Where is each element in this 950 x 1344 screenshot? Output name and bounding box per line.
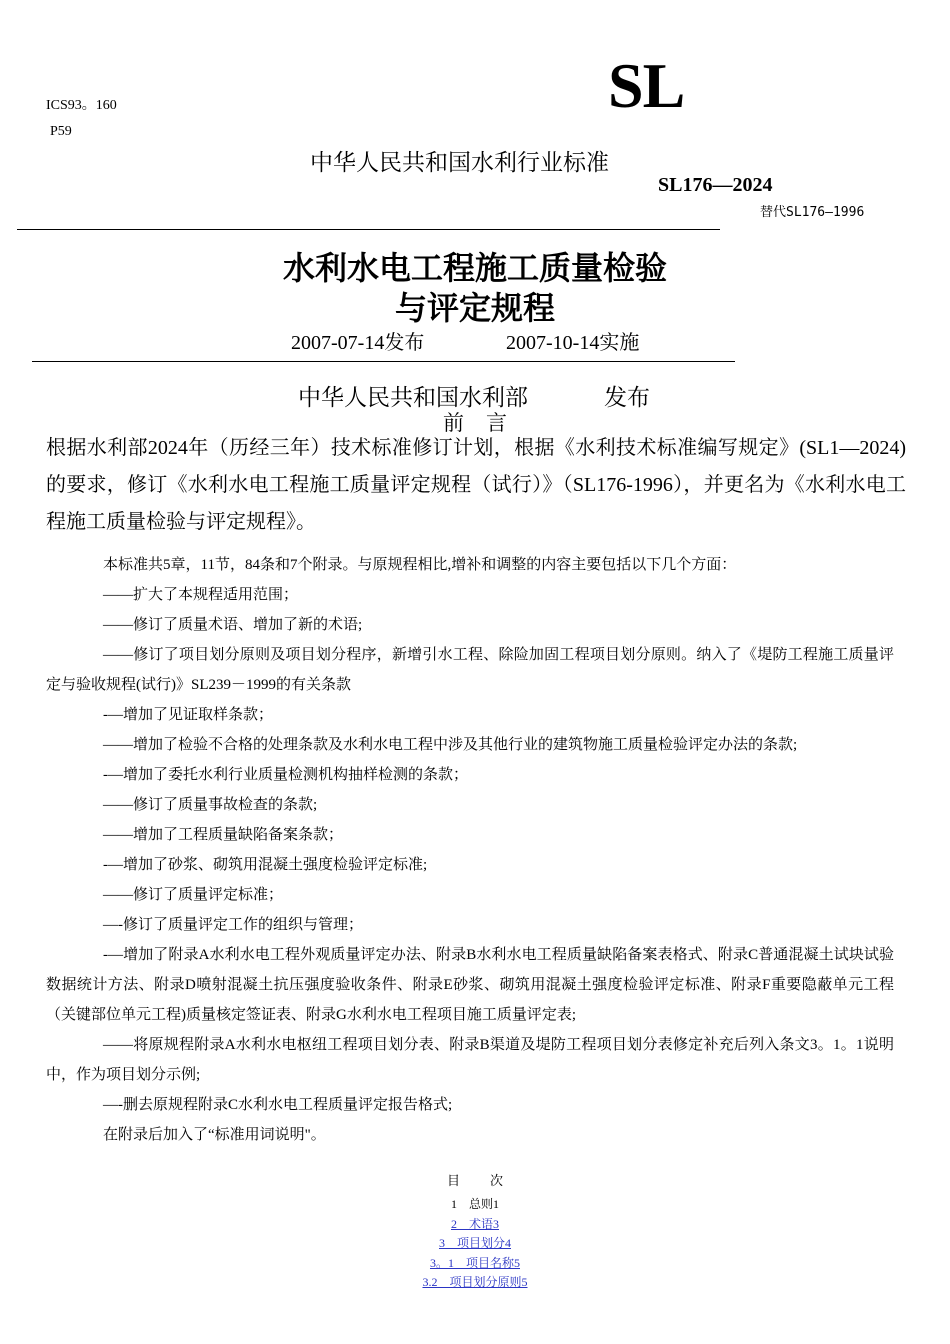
foreword-paragraph: ——扩大了本规程适用范围； bbox=[103, 587, 299, 603]
foreword-paragraph: ——修订了质量术语、增加了新的术语; bbox=[103, 617, 363, 633]
ccs-code: P59 bbox=[50, 124, 72, 139]
standard-number: SL176—2024 bbox=[658, 174, 773, 196]
foreword-body bbox=[46, 550, 894, 1150]
document-title-line1: 水利水电工程施工质量检验 bbox=[282, 249, 667, 287]
foreword-paragraph: -—增加了见证取样条款； bbox=[103, 707, 273, 723]
document-title-line2: 与评定规程 bbox=[394, 289, 555, 327]
foreword-paragraph: -—增加了砂浆、砌筑用混凝土强度检验评定标准; bbox=[103, 857, 428, 873]
foreword-paragraph: -—增加了附录A水利水电工程外观质量评定办法、附录B水利水电工程质量缺陷备案表格式、附录C普通混凝土试块试验数据统计方法、附录D喷射混凝土抗压强度验收条件、附录E砂浆、砌筑用混凝土强度检验评定标准、附录F重要隐蔽单元工程（关键部位单元工程)质量核定签证表、附录G水利水电工程项目施工质量评定表; bbox=[46, 947, 894, 1023]
foreword-paragraph: ——修订了质量评定标准； bbox=[103, 887, 284, 903]
foreword-paragraph: 在附录后加入了“标准用词说明"。 bbox=[103, 1127, 326, 1143]
foreword-heading: 前言 bbox=[443, 411, 529, 435]
foreword-paragraph: —-删去原规程附录C水利水电工程质量评定报告格式; bbox=[103, 1097, 453, 1113]
foreword-lead-paragraph: 根据水利部2024年（历经三年）技术标准修订计划，根据《水利技术标准编写规定》(SL1—2024)的要求，修订《水利水电工程施工质量评定规程（试行）》（SL176-1996），并更名为《水利水电工程施工质量检验与评定规程》。 bbox=[46, 437, 906, 533]
date-divider bbox=[32, 361, 735, 362]
top-divider bbox=[17, 229, 720, 230]
foreword-paragraph: ——将原规程附录A水利水电枢纽工程项目划分表、附录B渠道及堤防工程项目划分表修定补充后列入条文3。1。1说明中，作为项目划分示例; bbox=[46, 1037, 894, 1083]
toc-entry-general: 1 总则1 bbox=[450, 1197, 499, 1211]
foreword-paragraph: ——增加了检验不合格的处理条款及水利水电工程中涉及其他行业的建筑物施工质量检验评定办法的条款; bbox=[103, 737, 798, 753]
table-of-contents bbox=[0, 1170, 950, 1293]
foreword-paragraph: ——修订了项目划分原则及项目划分程序，新增引水工程、除险加固工程项目划分原则。纳入了《堤防工程施工质量评定与验收规程(试行)》SL239－1999的有关条款 bbox=[46, 647, 894, 693]
ics-code: ICS93。160 bbox=[46, 98, 117, 113]
national-standard-label: 中华人民共和国水利行业标准 bbox=[310, 150, 609, 176]
implementation-date: 2007-10-14实施 bbox=[506, 332, 640, 354]
foreword-paragraph: ——修订了质量事故检查的条款; bbox=[103, 797, 318, 813]
toc-link-project-division[interactable]: 3 项目划分4 bbox=[438, 1236, 511, 1250]
toc-link-division-principles[interactable]: 3.2 项目划分原则5 bbox=[422, 1275, 528, 1289]
replaces-standard: 替代SL176—1996 bbox=[760, 205, 865, 220]
foreword-paragraph: ——增加了工程质量缺陷备案条款； bbox=[103, 827, 344, 843]
issuing-action: 发布 bbox=[604, 385, 650, 411]
foreword-paragraph: —-修订了质量评定工作的组织与管理； bbox=[103, 917, 363, 933]
foreword-paragraph: -—增加了委托水利行业质量检测机构抽样检测的条款； bbox=[103, 767, 468, 783]
toc-heading: 目次 bbox=[446, 1173, 533, 1188]
foreword-paragraph: 本标准共5章，11节，84条和7个附录。与原规程相比,增补和调整的内容主要包括以下几个方面： bbox=[103, 557, 737, 573]
sl-logo: SL bbox=[608, 50, 685, 121]
toc-link-project-names[interactable]: 3。1 项目名称5 bbox=[429, 1255, 520, 1270]
issue-date: 2007-07-14发布 bbox=[291, 332, 425, 354]
issuing-ministry: 中华人民共和国水利部 bbox=[298, 385, 528, 411]
toc-link-terms[interactable]: 2 术语3 bbox=[450, 1216, 499, 1231]
